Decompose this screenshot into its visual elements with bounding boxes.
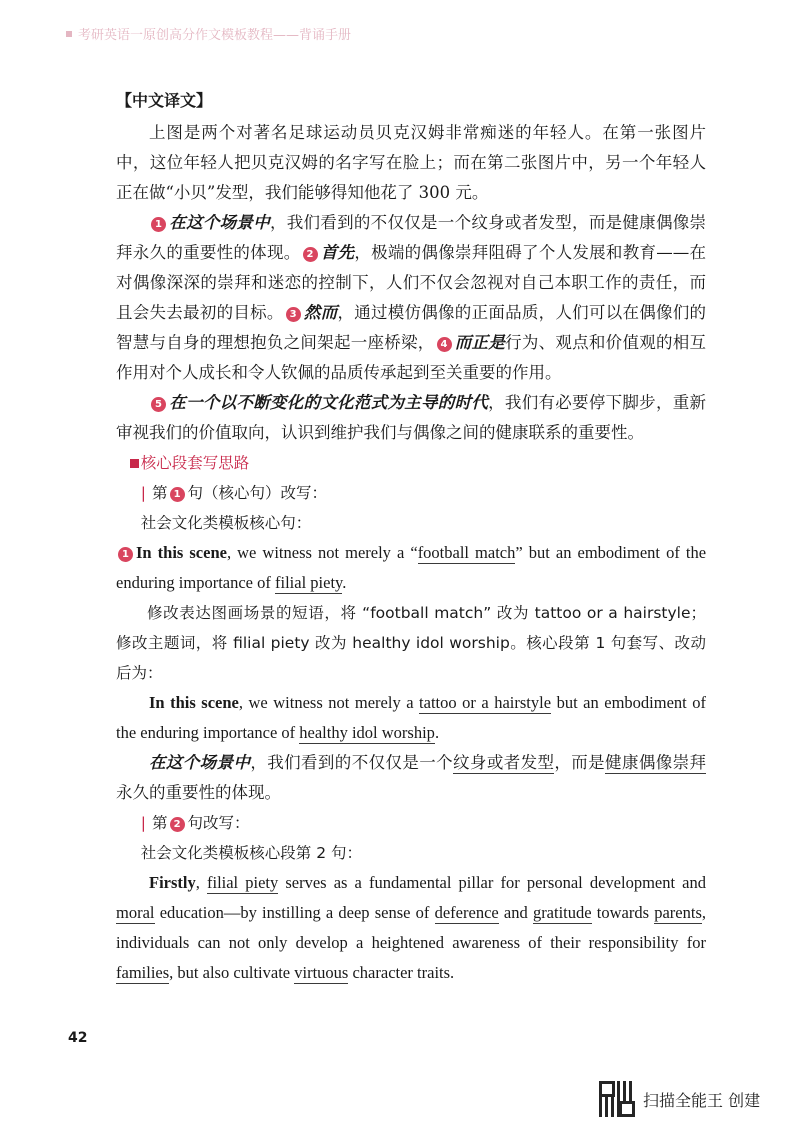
translation-paragraph-1: 上图是两个对著名足球运动员贝克汉姆非常痴迷的年轻人。在第一张图片中，这位年轻人把贝克汉姆的名字写在脸上；而在第二张图片中，另一个年轻人正在做“小贝”发型，我们能够得知他花了 300 元。 xyxy=(116,123,706,202)
number-badge-2: 2 xyxy=(170,817,185,832)
number-badge-2: 2 xyxy=(303,247,318,262)
translation-paragraph-2: 1 在这个场景中，我们看到的不仅仅是一个纹身或者发型，而是健康偶像崇拜永久的重要性的体现。 2 首先，极端的偶像崇拜阻碍了个人发展和教育——在对偶像深深的崇拜和迷恋的控制下，人们不仅会忽视对自己本职工作的责任，而且会失去最初的目标。 3 然而，通过模仿偶像的正面品质，人们可以在偶像们的智慧与自身的理想抱负之间架起一座桥梁， 4 而正是行为、观点和价值观的相互作用对个人成长和令人钦佩的品质传承起到至关重要的作用。 xyxy=(116,213,707,382)
number-badge-1: 1 xyxy=(151,217,166,232)
step1-rewritten-sentence: In this scene, we witness not merely a tattoo or a hairstyle but an embodiment of the enduring importance of healthy idol worship. xyxy=(116,693,707,742)
header-square-icon xyxy=(66,31,72,37)
step2-label: 社会文化类模板核心段第 2 句： xyxy=(140,844,363,862)
translation-paragraph-3: 5 在一个以不断变化的文化范式为主导的时代，我们有必要停下脚步，重新审视我们的价值取向，认识到维护我们与偶像之间的健康联系的重要性。 xyxy=(116,393,706,442)
step1-chinese-sentence: 在这个场景中，我们看到的不仅仅是一个纹身或者发型，而是健康偶像崇拜永久的重要性的体现。 xyxy=(116,753,706,802)
page-number: 42 xyxy=(68,1030,88,1046)
step1-explanation: 修改表达图画场景的短语，将 “football match” 改为 tattoo or a hairstyle；修改主题词，将 filial piety 改为 healthy idol worship。核心段第 1 句套写、改动后为： xyxy=(116,604,706,682)
number-badge-5: 5 xyxy=(151,397,166,412)
number-badge-3: 3 xyxy=(286,307,301,322)
step2-heading: | 第 2 句改写： xyxy=(140,814,250,832)
bar-icon: | xyxy=(140,814,147,832)
step2-template-sentence: Firstly, filial piety serves as a fundamental pillar for personal development and moral education—by instilling a deep sense of deference and gratitude towards parents, individuals can not only develop a heightened awareness of their responsibility for families, but also cultivate virtuous character traits. xyxy=(116,873,706,982)
step1-label: 社会文化类模板核心句： xyxy=(140,514,312,532)
scanner-text: 扫描全能王 创建 xyxy=(643,1090,761,1110)
running-header xyxy=(66,24,351,43)
number-badge-1: 1 xyxy=(170,487,185,502)
header-title: 考研英语一原创高分作文模板教程——背诵手册 xyxy=(78,28,352,43)
section-title: 【中文译文】 xyxy=(116,91,213,110)
number-badge-4: 4 xyxy=(437,337,452,352)
step1-template-sentence: 1 In this scene, we witness not merely a “football match” but an embodiment of the enduring importance of filial piety. xyxy=(116,543,707,592)
scanner-watermark xyxy=(599,1081,760,1117)
number-badge-1: 1 xyxy=(118,547,133,562)
core-heading: 核心段套写思路 xyxy=(116,448,706,478)
step1-heading: | 第 1 句（核心句）改写： xyxy=(140,484,328,502)
qr-code-icon xyxy=(599,1081,635,1117)
bar-icon: | xyxy=(140,484,147,502)
heading-square-icon xyxy=(130,459,139,468)
page-content xyxy=(116,86,706,988)
